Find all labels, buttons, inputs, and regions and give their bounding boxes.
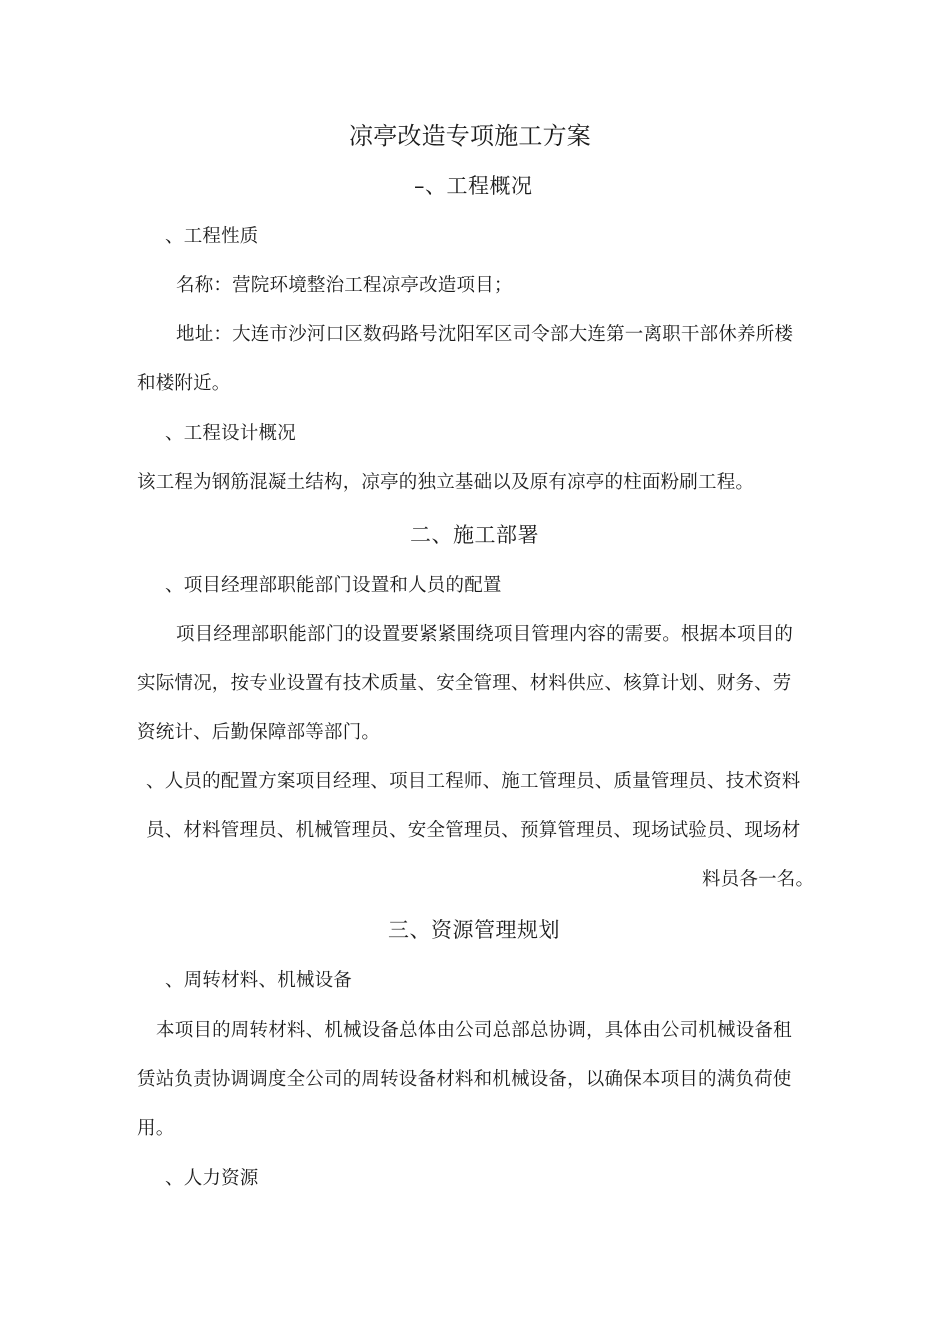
staffing-para-line-3: 料员各一名。 <box>702 869 815 890</box>
materials-para-line-2: 赁站负责协调调度全公司的周转设备材料和机械设备，以确保本项目的满负荷使 <box>137 1069 792 1090</box>
staffing-para-line-1: 、人员的配置方案项目经理、项目工程师、施工管理员、质量管理员、技术资料 <box>146 771 801 792</box>
materials-para-line-3: 用。 <box>137 1118 175 1139</box>
document-title: 凉亭改造专项施工方案 <box>349 122 591 150</box>
staffing-para-line-2: 员、材料管理员、机械管理员、安全管理员、预算管理员、现场试验员、现场材 <box>146 820 801 841</box>
project-address-line-2: 和楼附近。 <box>137 373 231 394</box>
departments-para-line-1: 项目经理部职能部门的设置要紧紧围绕项目管理内容的需要。根据本项目的 <box>176 624 794 645</box>
subheading-human-resources: 、人力资源 <box>165 1168 259 1189</box>
departments-para-line-2: 实际情况，按专业设置有技术质量、安全管理、材料供应、核算计划、财务、劳 <box>137 673 792 694</box>
subheading-design-overview: 、工程设计概况 <box>165 423 296 444</box>
subheading-project-nature: 、工程性质 <box>165 226 259 247</box>
section-heading-resources: 三、资源管理规划 <box>388 918 560 942</box>
departments-para-line-3: 资统计、后勤保障部等部门。 <box>137 722 381 743</box>
design-overview-text: 该工程为钢筋混凝土结构，凉亭的独立基础以及原有凉亭的柱面粉刷工程。 <box>137 472 755 493</box>
materials-para-line-1: 本项目的周转材料、机械设备总体由公司总部总协调，具体由公司机械设备租 <box>156 1020 792 1041</box>
section-heading-overview: –、工程概况 <box>414 174 533 198</box>
subheading-departments-staffing: 、项目经理部职能部门设置和人员的配置 <box>165 575 502 596</box>
section-heading-deployment: 二、施工部署 <box>410 523 539 547</box>
subheading-materials-equipment: 、周转材料、机械设备 <box>165 970 353 991</box>
project-address-line-1: 地址：大连市沙河口区数码路号沈阳军区司令部大连第一离职干部休养所楼 <box>176 324 794 345</box>
project-name-line: 名称：营院环境整治工程凉亭改造项目； <box>176 275 513 296</box>
